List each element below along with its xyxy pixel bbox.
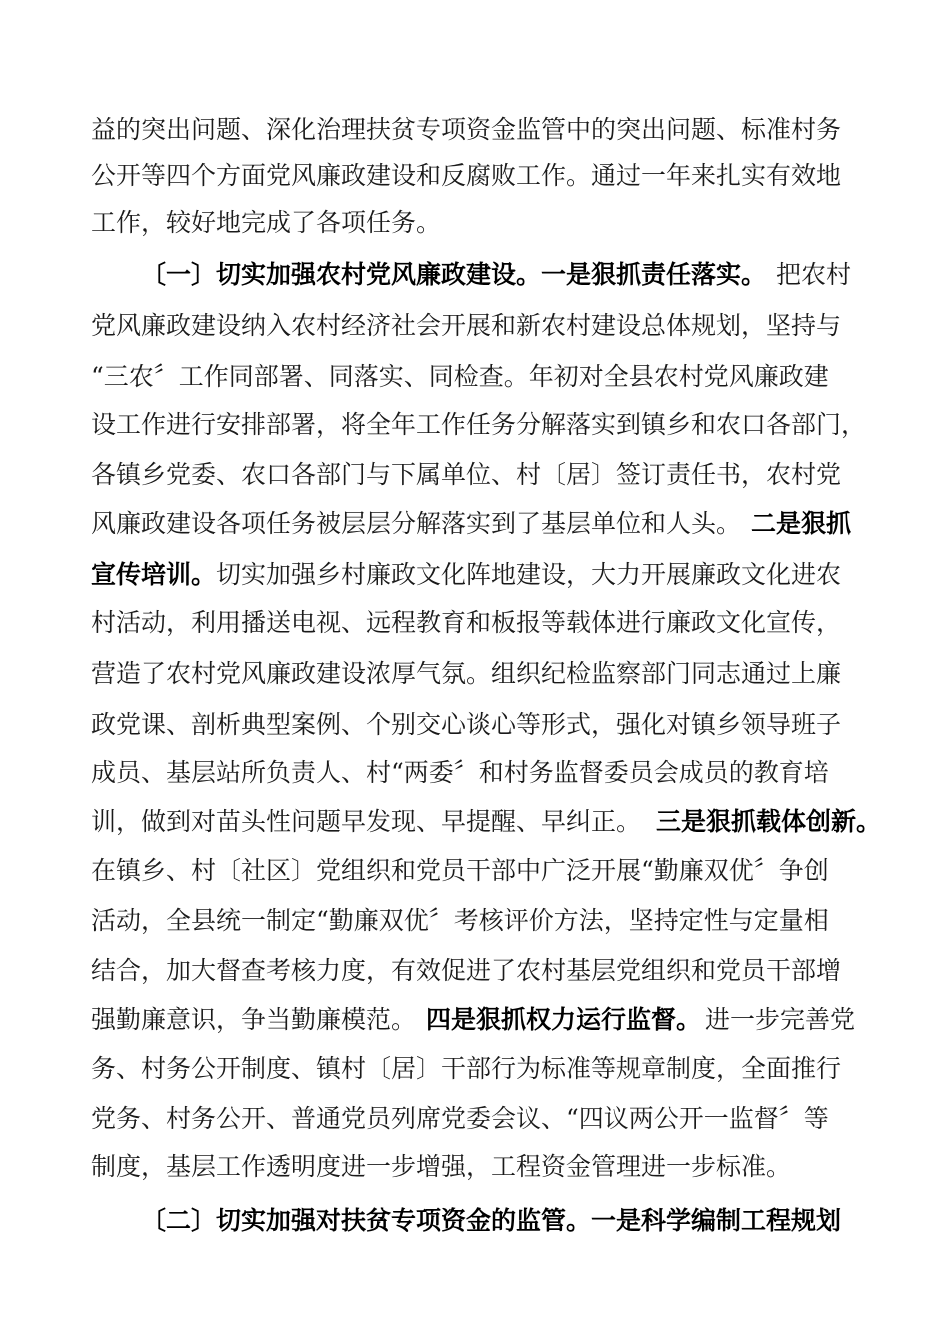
bold-phrase: 二是狠抓 <box>751 509 852 538</box>
text-line <box>0 449 950 501</box>
line-text: 党务、村务公开、普通党员列席党委会议、“四议两公开一监督〞等 <box>91 1104 829 1133</box>
text-line <box>0 150 950 202</box>
section-heading-line <box>0 1195 950 1247</box>
bold-phrase: 宣传培训。 <box>91 560 217 589</box>
line-text: 务、村务公开制度、镇村〔居〕干部行为标准等规章制度，全面推行 <box>91 1054 842 1083</box>
line-text: 进一步完善党 <box>705 1005 856 1034</box>
line-text: 活动，全县统一制定“勤廉双优〞考核评价方法，坚持定性与定量相 <box>91 906 829 935</box>
text-line <box>0 597 950 649</box>
text-line <box>0 796 950 848</box>
line-text: 村活动，利用播送电视、远程教育和板报等载体进行廉政文化宣传， <box>91 608 842 637</box>
bold-phrase: 三是狠抓载体创新。 <box>656 807 882 836</box>
text-line <box>0 1141 950 1193</box>
line-text: 公开等四个方面党风廉政建设和反腐败工作。通过一年来扎实有效地 <box>91 161 842 190</box>
line-text: 强勤廉意识，争当勤廉模范。 <box>91 1005 417 1034</box>
text-line <box>0 945 950 997</box>
text-line <box>0 895 950 947</box>
text-line <box>0 300 950 352</box>
text-line <box>0 1093 950 1145</box>
text-line <box>0 197 950 249</box>
text-line <box>0 845 950 897</box>
text-line <box>0 747 950 799</box>
line-text: 风廉政建设各项任务被层层分解落实到了基层单位和人头。 <box>91 509 742 538</box>
line-text: 在镇乡、村〔社区〕党组织和党员干部中广泛开展“勤廉双优〞争创 <box>91 856 829 885</box>
line-text: 营造了农村党风廉政建设浓厚气氛。组织纪检监察部门同志通过上廉 <box>91 659 842 688</box>
line-text: 各镇乡党委、农口各部门与下属单位、村〔居〕签订责任书，农村党 <box>91 460 842 489</box>
text-line <box>0 549 950 601</box>
line-text: 益的突出问题、深化治理扶贫专项资金监管中的突出问题、标准村务 <box>91 115 842 144</box>
line-text: 党风廉政建设纳入农村经济社会开展和新农村建设总体规划，坚持与 <box>91 311 842 340</box>
line-text: 工作，较好地完成了各项任务。 <box>91 208 442 237</box>
text-line <box>0 994 950 1046</box>
section-heading: 〔一〕切实加强农村党风廉政建设。一是狠抓责任落实。 <box>141 260 767 289</box>
line-text: “三农〞工作同部署、同落实、同检查。年初对全县农村党风廉政建 <box>91 362 829 391</box>
line-text: 训，做到对苗头性问题早发现、早提醒、早纠正。 <box>91 807 642 836</box>
line-text: 成员、基层站所负责人、村“两委〞和村务监督委员会成员的教育培 <box>91 758 829 787</box>
text-line <box>0 498 950 550</box>
text-line <box>0 648 950 700</box>
text-line <box>0 699 950 751</box>
bold-phrase: 四是狠抓权力运行监督。 <box>426 1005 702 1034</box>
line-text: 政党课、剖析典型案例、个别交心谈心等形式，强化对镇乡领导班子 <box>91 710 842 739</box>
line-text: 切实加强乡村廉政文化阵地建设，大力开展廉政文化进农 <box>216 560 842 589</box>
text-line <box>0 399 950 451</box>
section-heading: 〔二〕切实加强对扶贫专项资金的监管。一是科学编制工程规划 <box>141 1206 842 1235</box>
text-line <box>0 1043 950 1095</box>
line-text: 结合，加大督查考核力度，有效促进了农村基层党组织和党员干部增 <box>91 956 842 985</box>
text-line <box>0 351 950 403</box>
line-text: 设工作进行安排部署，将全年工作任务分解落实到镇乡和农口各部门， <box>91 410 867 439</box>
line-text: 制度，基层工作透明度进一步增强，工程资金管理进一步标准。 <box>91 1152 792 1181</box>
section-heading-line <box>0 249 950 301</box>
line-text: 把农村 <box>776 260 852 289</box>
text-line <box>0 104 950 156</box>
